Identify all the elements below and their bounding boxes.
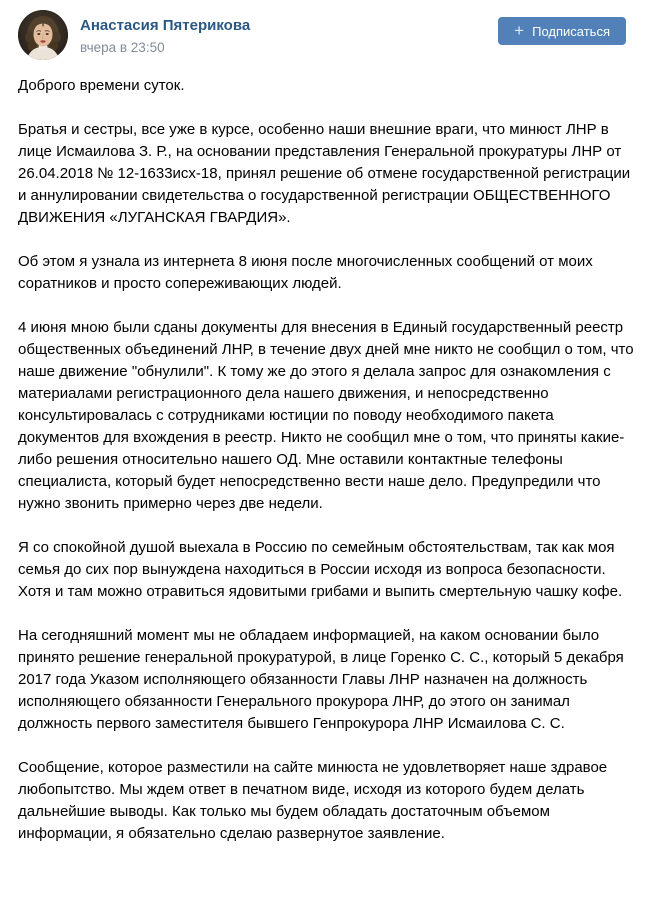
avatar-image bbox=[18, 10, 68, 60]
post-paragraph: Я со спокойной душой выехала в Россию по семейным обстоятельствам, так как моя семья до сих пор вынуждена находиться в России исходя из вопроса безопасности. Хотя и там можно отравиться ядовитыми грибами и выпить смертельную чашку кофе. bbox=[18, 539, 623, 600]
post-paragraph: Об этом я узнала из интернета 8 июня после многочисленных сообщений от моих соратников и просто сопереживающих людей. bbox=[18, 253, 593, 292]
post-text bbox=[0, 60, 651, 865]
post-header bbox=[0, 0, 651, 60]
plus-icon: + bbox=[514, 20, 525, 40]
post-paragraph: Доброго времени суток. bbox=[18, 77, 185, 94]
post-timestamp[interactable]: вчера в 23:50 bbox=[80, 40, 165, 55]
author-block bbox=[80, 10, 250, 55]
post-paragraph: На сегодняшний момент мы не обладаем информацией, на каком основании было принято решение генеральной прокуратурой, в лице Горенко С. С., который 5 декабря 2017 года Указом исполняющего обязанности Главы ЛНР назначен на должность исполняющего обязанности Генерального прокурора ЛНР, до этого он занимал должность первого заместителя бывшего Генпрокурора ЛНР Исмаилова С. С. bbox=[18, 627, 624, 732]
subscribe-button[interactable] bbox=[498, 17, 626, 45]
author-name-link[interactable]: Анастасия Пятерикова bbox=[80, 17, 251, 34]
avatar[interactable] bbox=[18, 10, 68, 60]
post-paragraph: Сообщение, которое разместили на сайте минюста не удовлетворяет наше здравое любопытство. Мы ждем ответ в печатном виде, исходя из которого будем делать дальнейшие выводы. Как только мы будем обладать достаточным объемом информации, я обязательно сделаю развернутое заявление. bbox=[18, 759, 608, 842]
subscribe-button-label: Подписаться bbox=[532, 23, 610, 39]
post-paragraph: Братья и сестры, все уже в курсе, особенно наши внешние враги, что минюст ЛНР в лице Исмаилова З. Р., на основании представления Генеральной прокуратуры ЛНР от 26.04.2018 № 12-1633исх-18, принял решение об отмене государственной регистрации и аннулировании свидетельства о государственной регистрации ОБЩЕСТВЕННОГО ДВИЖЕНИЯ «ЛУГАНСКАЯ ГВАРДИЯ». bbox=[18, 121, 631, 226]
post-paragraph: 4 июня мною были сданы документы для внесения в Единый государственный реестр общественных объединений ЛНР, в течение двух дней мне никто не сообщил о том, что наше движение "обнулили". К тому же до этого я делала запрос для ознакомления с материалами регистрационного дела нашего движения, и непосредственно консультировалась с сотрудниками юстиции по поводу необходимого пакета документов для вхождения в реестр. Никто не сообщил мне о том, что приняты какие-либо решения относительно нашего ОД. Мне оставили контактные телефоны специалиста, который будет непосредственно вести наше дело. Предупредили что нужно звонить примерно через две недели. bbox=[18, 319, 634, 512]
